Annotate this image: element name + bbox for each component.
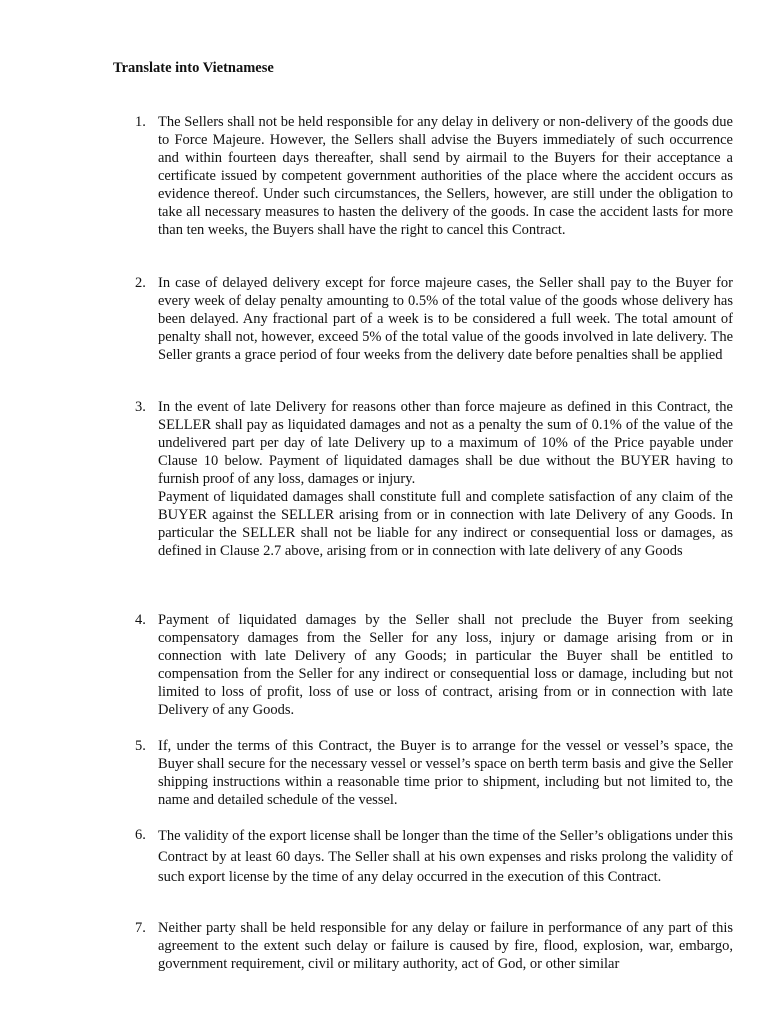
clause-paragraph: If, under the terms of this Contract, the Buyer is to arrange for the vessel or vessel’s space, the Buyer shall secure for the necessary vessel or vessel’s space on berth term basis and give the Seller shipping instructions within a reasonable time prior to shipment, including but not limited to, the name and detailed schedule of the vessel. [158,738,733,808]
clause-number: 6. [135,827,146,843]
clause-paragraph: In the event of late Delivery for reasons other than force majeure as defined in this Contract, the SELLER shall pay as liquidated damages and not as a penalty the sum of 0.1% of the value of the undelivered part per day of late Delivery up to a maximum of 10% of the Price payable under Clause 10 below. Payment of liquidated damages shall be due without the BUYER having to furnish proof of any loss, damages or injury. [158,399,733,487]
clause-paragraph: In case of delayed delivery except for force majeure cases, the Seller shall pay to the Buyer for every week of delay penalty amounting to 0.5% of the total value of the goods whose delivery has been delayed. Any fractional part of a week is to be considered a full week. The total amount of penalty shall not, however, exceed 5% of the total value of the goods involved in late delivery. The Seller grants a grace period of four weeks from the delivery date before penalties shall be applied [158,275,733,363]
clause-paragraph: Payment of liquidated damages shall constitute full and complete satisfaction of any claim of the BUYER against the SELLER arising from or in connection with late Delivery of any Goods. In particular the SELLER shall not be liable for any indirect or consequential loss or damages, as defined in Clause 2.7 above, arising from or in connection with late delivery of any Goods [158,489,733,559]
document-title: Translate into Vietnamese [113,60,274,76]
clause-number: 4. [135,612,146,628]
clause-paragraph: The validity of the export license shall be longer than the time of the Seller’s obligations under this Contract by at least 60 days. The Seller shall at his own expenses and risks prolong the validity of such export license by the time of any delay occurred in the execution of this Contract. [158,828,733,885]
clause-text [158,919,733,973]
clause-text [158,737,733,809]
clause-text [158,113,733,239]
clause-paragraph: Neither party shall be held responsible for any delay or failure in performance of any part of this agreement to the extent such delay or failure is caused by fire, flood, explosion, war, embargo, government requirement, civil or military authority, act of God, or other similar [158,920,733,972]
clause-text [158,274,733,364]
clause-number: 1. [135,114,146,130]
clause-paragraph: Payment of liquidated damages by the Seller shall not preclude the Buyer from seeking compensatory damages from the Seller for any loss, injury or damage arising from or in connection with late Delivery of any Goods; in particular the Buyer shall be entitled to compensation from the Seller for any indirect or consequential loss or damage, including but not limited to loss of profit, loss of use or loss of contract, arising from or in connection with late Delivery of any Goods. [158,612,733,718]
clause-number: 2. [135,275,146,291]
clause-text [158,826,733,888]
clause-text [158,398,733,560]
clause-number: 5. [135,738,146,754]
clause-paragraph: The Sellers shall not be held responsible for any delay in delivery or non-delivery of the goods due to Force Majeure. However, the Sellers shall advise the Buyers immediately of such occurrence and within fourteen days thereafter, shall send by airmail to the Buyers for their acceptance a certificate issued by competent government authorities of the place where the accident occurs as evidence thereof. Under such circumstances, the Sellers, however, are still under the obligation to take all necessary measures to hasten the delivery of the goods. In case the accident lasts for more than ten weeks, the Buyers shall have the right to cancel this Contract. [158,114,733,238]
clause-text [158,611,733,719]
clause-number: 3. [135,399,146,415]
clause-number: 7. [135,920,146,936]
